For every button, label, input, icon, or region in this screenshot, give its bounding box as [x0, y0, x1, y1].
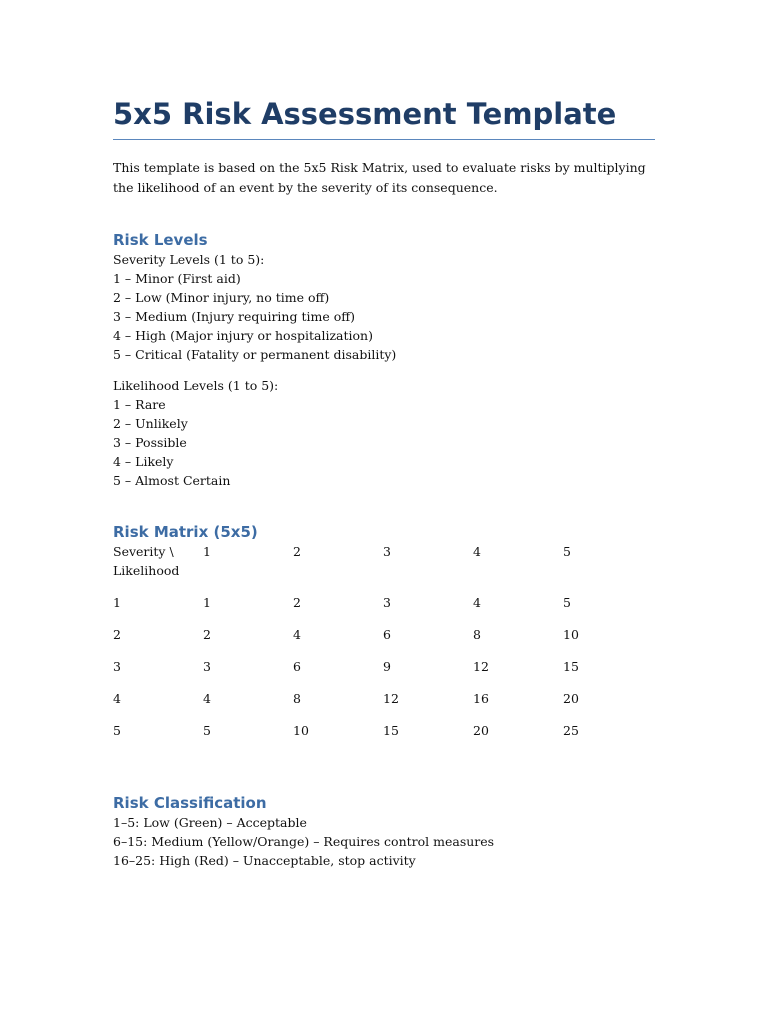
matrix-cell: 3 [203, 659, 211, 674]
matrix-row-label: 5 [113, 723, 121, 738]
matrix-cell: 25 [563, 723, 579, 738]
matrix-cell: 5 [563, 595, 571, 610]
likelihood-level-item: 4 – Likely [113, 454, 174, 469]
risk-matrix-heading: Risk Matrix (5x5) [113, 523, 258, 541]
matrix-cell: 4 [293, 627, 301, 642]
matrix-column-header: 3 [383, 544, 391, 559]
matrix-cell: 1 [203, 595, 211, 610]
matrix-cell: 15 [563, 659, 579, 674]
matrix-header-row [113, 542, 653, 593]
matrix-cell: 2 [293, 595, 301, 610]
risk-matrix-table [113, 542, 653, 753]
risk-classification-item: 1–5: Low (Green) – Acceptable [113, 815, 307, 830]
matrix-cell: 20 [563, 691, 579, 706]
matrix-cell: 4 [473, 595, 481, 610]
matrix-column-header: 5 [563, 544, 571, 559]
matrix-row [113, 657, 653, 689]
likelihood-levels-block [113, 376, 655, 490]
likelihood-level-item: 5 – Almost Certain [113, 473, 231, 488]
matrix-column-header: 1 [203, 544, 211, 559]
matrix-cell: 12 [473, 659, 489, 674]
severity-level-item: 1 – Minor (First aid) [113, 271, 241, 286]
matrix-row [113, 689, 653, 721]
likelihood-levels-label: Likelihood Levels (1 to 5): [113, 378, 279, 393]
likelihood-level-item: 2 – Unlikely [113, 416, 188, 431]
severity-level-item: 2 – Low (Minor injury, no time off) [113, 290, 330, 305]
matrix-row-label: 3 [113, 659, 121, 674]
severity-levels-label: Severity Levels (1 to 5): [113, 252, 265, 267]
risk-classification-item: 16–25: High (Red) – Unacceptable, stop activity [113, 853, 416, 868]
matrix-row [113, 625, 653, 657]
matrix-cell: 16 [473, 691, 489, 706]
risk-classification-heading: Risk Classification [113, 794, 267, 812]
risk-levels-heading: Risk Levels [113, 231, 208, 249]
matrix-cell: 6 [383, 627, 391, 642]
matrix-cell: 9 [383, 659, 391, 674]
matrix-corner-label: Severity \ Likelihood [113, 544, 180, 578]
matrix-column-header: 2 [293, 544, 301, 559]
matrix-row-label: 2 [113, 627, 121, 642]
matrix-row-label: 4 [113, 691, 121, 706]
matrix-cell: 15 [383, 723, 399, 738]
matrix-row [113, 593, 653, 625]
matrix-cell: 4 [203, 691, 211, 706]
matrix-cell: 5 [203, 723, 211, 738]
matrix-cell: 10 [563, 627, 579, 642]
likelihood-level-item: 3 – Possible [113, 435, 187, 450]
matrix-row [113, 721, 653, 753]
matrix-cell: 6 [293, 659, 301, 674]
matrix-cell: 10 [293, 723, 309, 738]
likelihood-level-item: 1 – Rare [113, 397, 166, 412]
matrix-cell: 2 [203, 627, 211, 642]
matrix-cell: 8 [293, 691, 301, 706]
severity-levels-block [113, 250, 655, 364]
matrix-cell: 8 [473, 627, 481, 642]
risk-classification-item: 6–15: Medium (Yellow/Orange) – Requires control measures [113, 834, 495, 849]
matrix-cell: 20 [473, 723, 489, 738]
matrix-row-label: 1 [113, 595, 121, 610]
severity-level-item: 5 – Critical (Fatality or permanent disability) [113, 347, 397, 362]
matrix-cell: 12 [383, 691, 399, 706]
risk-classification-list [113, 813, 655, 870]
severity-level-item: 4 – High (Major injury or hospitalization) [113, 328, 373, 343]
intro-paragraph: This template is based on the 5x5 Risk Matrix, used to evaluate risks by multiplying the likelihood of an event by the severity of its consequence. [113, 160, 646, 195]
matrix-cell: 3 [383, 595, 391, 610]
document-title: 5x5 Risk Assessment Template [113, 94, 655, 140]
matrix-column-header: 4 [473, 544, 481, 559]
severity-level-item: 3 – Medium (Injury requiring time off) [113, 309, 355, 324]
